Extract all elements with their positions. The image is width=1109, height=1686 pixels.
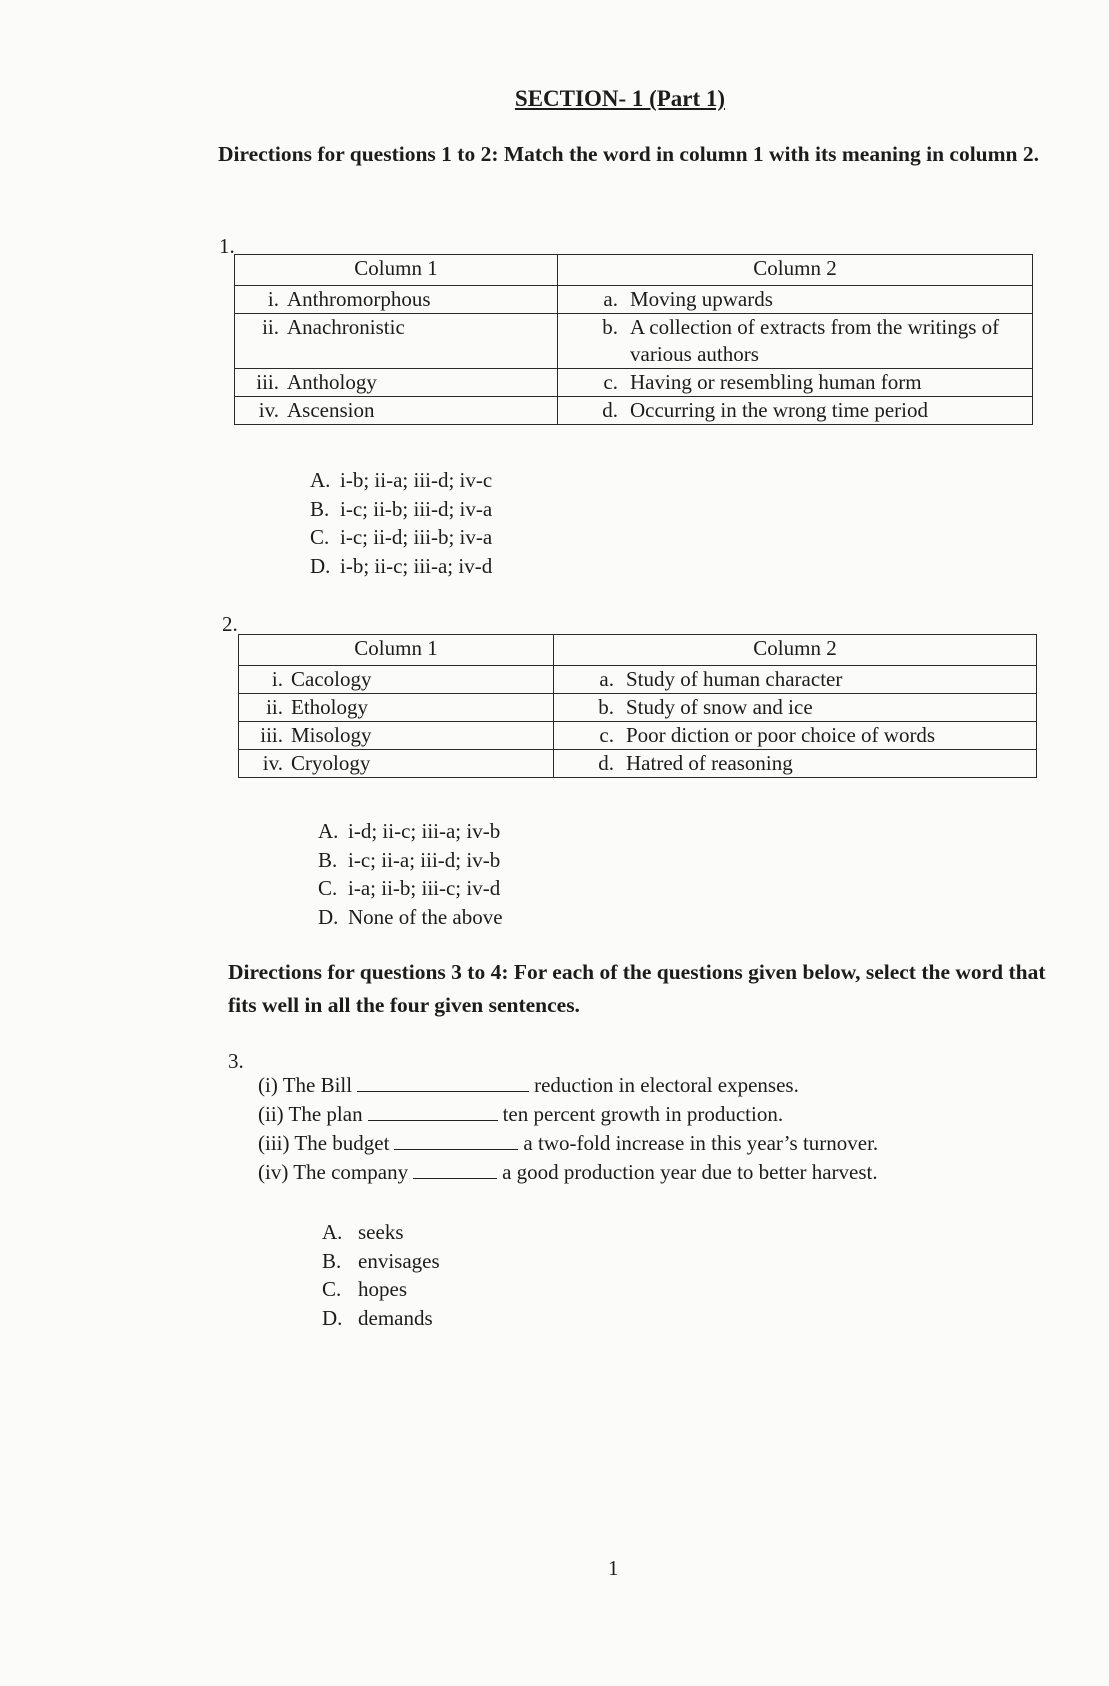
option-b[interactable]: B. envisages xyxy=(322,1248,440,1273)
option-a[interactable]: A. i-d; ii-c; iii-a; iv-b xyxy=(318,819,501,843)
word: Anthology xyxy=(287,370,377,394)
option-c[interactable]: C. i-a; ii-b; iii-c; iv-d xyxy=(318,876,501,900)
row-numeral: i. xyxy=(271,667,283,691)
row-letter: c. xyxy=(603,370,618,394)
meaning: Moving upwards xyxy=(630,287,773,311)
meaning: Study of human character xyxy=(626,667,843,691)
word: Cryology xyxy=(291,751,371,775)
word: Ascension xyxy=(287,398,375,422)
word: Misology xyxy=(291,723,372,747)
q2-col1-header: Column 1 xyxy=(239,635,554,666)
row-letter: a. xyxy=(603,287,618,311)
word: Anthromorphous xyxy=(287,287,431,311)
blank xyxy=(368,1102,498,1121)
row-numeral: iii. xyxy=(256,370,279,394)
option-a[interactable]: A. i-b; ii-a; iii-d; iv-c xyxy=(310,468,493,492)
row-letter: c. xyxy=(599,723,614,747)
table-row xyxy=(235,286,1033,314)
page-number: 1 xyxy=(608,1556,619,1580)
q2-col2-header: Column 2 xyxy=(554,635,1037,666)
option-b[interactable]: B. i-c; ii-a; iii-d; iv-b xyxy=(318,847,501,872)
table-row xyxy=(239,694,1037,722)
blank xyxy=(357,1073,529,1092)
q2-match-table xyxy=(238,634,1037,778)
meaning: Occurring in the wrong time period xyxy=(630,398,928,422)
option-b[interactable]: B. i-c; ii-b; iii-d; iv-a xyxy=(310,496,493,521)
option-c[interactable]: C. hopes xyxy=(322,1277,407,1301)
table-row xyxy=(239,666,1037,694)
blank xyxy=(394,1131,518,1150)
meaning: Study of snow and ice xyxy=(626,695,813,719)
q1-options xyxy=(310,466,492,580)
row-numeral: ii. xyxy=(266,695,283,719)
table-row xyxy=(239,722,1037,750)
option-d[interactable]: D. None of the above xyxy=(318,904,503,929)
q3-options xyxy=(322,1218,440,1332)
q1-col2-header: Column 2 xyxy=(558,255,1033,286)
option-d[interactable]: D. demands xyxy=(322,1305,433,1330)
row-letter: d. xyxy=(598,751,614,775)
row-letter: b. xyxy=(602,315,618,339)
q1-match-table xyxy=(234,254,1033,425)
table-row xyxy=(235,369,1033,397)
meaning: Having or resembling human form xyxy=(630,370,922,394)
row-numeral: iii. xyxy=(260,723,283,747)
q3-sentences xyxy=(258,1071,878,1187)
row-letter: b. xyxy=(598,695,614,719)
option-a[interactable]: A. seeks xyxy=(322,1220,404,1244)
meaning: Poor diction or poor choice of words xyxy=(626,723,936,747)
row-numeral: i. xyxy=(267,287,279,311)
option-d[interactable]: D. i-b; ii-c; iii-a; iv-d xyxy=(310,553,493,578)
row-numeral: iv. xyxy=(262,751,283,775)
word: Anachronistic xyxy=(287,315,405,339)
question-1-number: 1. xyxy=(219,234,235,258)
option-c[interactable]: C. i-c; ii-d; iii-b; iv-a xyxy=(310,525,493,549)
sentence: (iii) The budget a two-fold increase in this year’s turnover. xyxy=(258,1131,879,1155)
row-letter: d. xyxy=(602,398,618,422)
directions-q3-q4: Directions for questions 3 to 4: For each of the questions given below, select the word that fits well in all the four given sentences. xyxy=(228,960,1046,1017)
q1-col1-header: Column 1 xyxy=(235,255,558,286)
row-letter: a. xyxy=(599,667,614,691)
sentence: (ii) The plan ten percent growth in production. xyxy=(258,1102,784,1126)
sentence: (iv) The company a good production year due to better harvest. xyxy=(258,1160,878,1184)
question-2-number: 2. xyxy=(222,612,238,636)
row-numeral: iv. xyxy=(258,398,279,422)
word: Ethology xyxy=(291,695,368,719)
blank xyxy=(413,1160,497,1179)
table-row xyxy=(235,314,1033,369)
meaning: A collection of extracts from the writings of various authors xyxy=(630,315,1000,366)
word: Cacology xyxy=(291,667,372,691)
q2-options xyxy=(318,817,503,931)
section-title: SECTION- 1 (Part 1) xyxy=(514,86,726,111)
question-3-number: 3. xyxy=(228,1049,244,1073)
table-row xyxy=(235,397,1033,425)
directions-q1-q2: Directions for questions 1 to 2: Match the word in column 1 with its meaning in column 2. xyxy=(218,142,1039,166)
row-numeral: ii. xyxy=(262,315,279,339)
table-row xyxy=(239,750,1037,778)
meaning: Hatred of reasoning xyxy=(626,751,793,775)
sentence: (i) The Bill reduction in electoral expenses. xyxy=(258,1073,799,1097)
